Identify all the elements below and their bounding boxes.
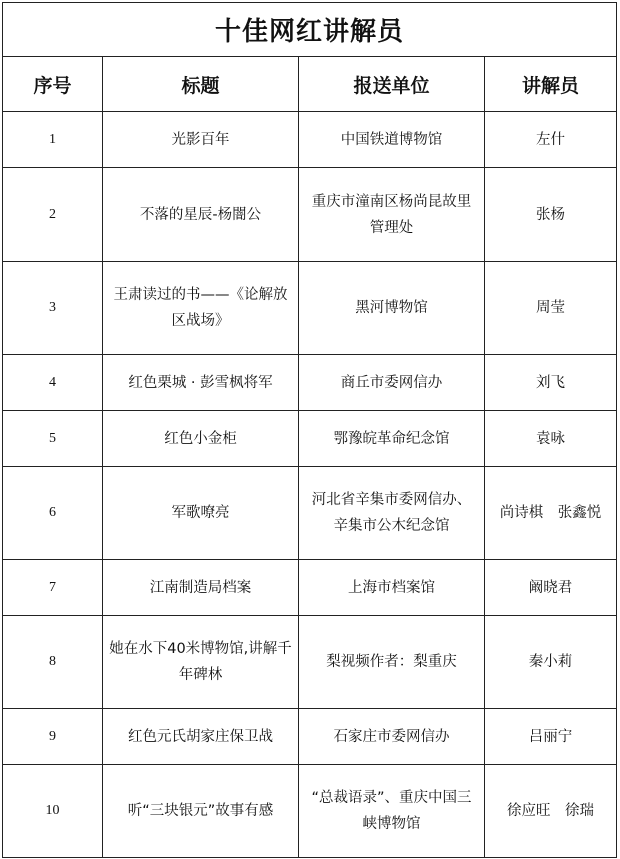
row-topic: 听“三块银元”故事有感 bbox=[103, 765, 299, 858]
table-row bbox=[3, 765, 617, 858]
table-row bbox=[3, 467, 617, 560]
row-narrator: 刘飞 bbox=[485, 355, 617, 411]
row-unit: 中国铁道博物馆 bbox=[299, 112, 485, 168]
row-narrator: 尚诗棋 张鑫悦 bbox=[485, 467, 617, 560]
row-topic: 红色栗城 · 彭雪枫将军 bbox=[103, 355, 299, 411]
row-narrator: 张杨 bbox=[485, 168, 617, 262]
row-narrator: 阚晓君 bbox=[485, 560, 617, 616]
row-topic: 江南制造局档案 bbox=[103, 560, 299, 616]
row-unit: 河北省辛集市委网信办、辛集市公木纪念馆 bbox=[299, 467, 485, 560]
table-row bbox=[3, 355, 617, 411]
row-topic: 军歌嘹亮 bbox=[103, 467, 299, 560]
row-narrator: 袁咏 bbox=[485, 411, 617, 467]
header-topic: 标题 bbox=[103, 57, 299, 112]
header-unit: 报送单位 bbox=[299, 57, 485, 112]
row-narrator: 秦小莉 bbox=[485, 616, 617, 709]
row-unit: 鄂豫皖革命纪念馆 bbox=[299, 411, 485, 467]
row-index: 10 bbox=[3, 765, 103, 858]
row-unit: 上海市档案馆 bbox=[299, 560, 485, 616]
row-unit: “总裁语录”、重庆中国三峡博物馆 bbox=[299, 765, 485, 858]
row-index: 2 bbox=[3, 168, 103, 262]
row-unit: 黑河博物馆 bbox=[299, 262, 485, 355]
header-row bbox=[3, 57, 617, 112]
row-index: 1 bbox=[3, 112, 103, 168]
narrator-table bbox=[2, 2, 617, 858]
table-row bbox=[3, 112, 617, 168]
row-unit: 梨视频作者：梨重庆 bbox=[299, 616, 485, 709]
header-narrator: 讲解员 bbox=[485, 57, 617, 112]
row-unit: 商丘市委网信办 bbox=[299, 355, 485, 411]
row-topic: 她在水下40米博物馆,讲解千年碑林 bbox=[103, 616, 299, 709]
row-topic: 红色元氏胡家庄保卫战 bbox=[103, 709, 299, 765]
table-title: 十佳网红讲解员 bbox=[3, 3, 617, 57]
row-index: 7 bbox=[3, 560, 103, 616]
row-narrator: 吕丽宁 bbox=[485, 709, 617, 765]
table-row bbox=[3, 560, 617, 616]
row-index: 3 bbox=[3, 262, 103, 355]
table-row bbox=[3, 168, 617, 262]
row-unit: 重庆市潼南区杨尚昆故里管理处 bbox=[299, 168, 485, 262]
row-index: 5 bbox=[3, 411, 103, 467]
row-topic: 不落的星辰-杨闇公 bbox=[103, 168, 299, 262]
row-topic: 光影百年 bbox=[103, 112, 299, 168]
row-unit: 石家庄市委网信办 bbox=[299, 709, 485, 765]
row-narrator: 周莹 bbox=[485, 262, 617, 355]
row-index: 8 bbox=[3, 616, 103, 709]
table-row bbox=[3, 411, 617, 467]
table-row bbox=[3, 709, 617, 765]
row-index: 9 bbox=[3, 709, 103, 765]
row-narrator: 徐应旺 徐瑞 bbox=[485, 765, 617, 858]
row-index: 6 bbox=[3, 467, 103, 560]
table-row bbox=[3, 616, 617, 709]
row-topic: 王肃读过的书——《论解放区战场》 bbox=[103, 262, 299, 355]
row-narrator: 左什 bbox=[485, 112, 617, 168]
row-topic: 红色小金柜 bbox=[103, 411, 299, 467]
table-row bbox=[3, 262, 617, 355]
header-index: 序号 bbox=[3, 57, 103, 112]
row-index: 4 bbox=[3, 355, 103, 411]
title-row bbox=[3, 3, 617, 57]
